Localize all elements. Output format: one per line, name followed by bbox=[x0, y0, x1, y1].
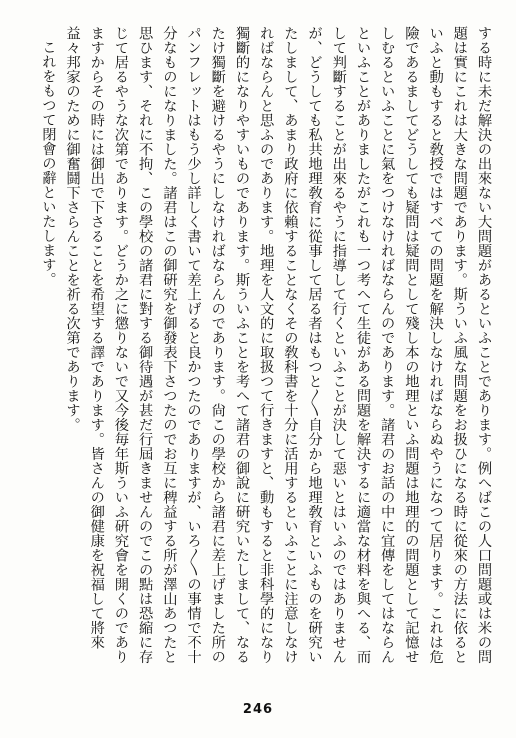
paragraph-main: する時に未だ解決の出來ない大問題があるといふことであります。例へばこの人口問題或は米の問題は實にこれは大きな問題であります。斯ういふ風な問題をお扱ひになる時に從來の方法に依るといふと動もすると敎授ではすべての問題を解決しなければならぬやうになつて居ります。これは危險であるましてどうしても疑問は疑問として殘し本の地理といふ問題は地理的の問題として記憶せしむるといふことに氣をつけなければならんのであります。諸君のお話の中に宜傳をしてはならんといふことがありましたがこれも一つ考へて生徒がある問題を解決するに適當な材料を與へる、而して判斷することが出來るやうに指導して行くといふことが決して惡いとはいふのではありませんが、どうしても私共地理敎育に從事して居る者はもつと〳〵自分から地理敎育といふものを硏究いたしまして、あまり政府に依賴することなくその敎科書を十分に活用するといふことに注意しなければならんと思ふのであります。地理を人文的に取扱つて行きますと、動もすると非科學的になり獨斷的になりやすいものであります。斯ういふことを考へて諸君の御說に硏究いたしまして、なるたけ獨斷を避けるやうにしなければならんのであります。尙この學校から諸君に差上げました所のパンフレットはもう少し詳しく書いて差上げると良かつたのでありますが、いろ〳〵の事情で不十分なものになりました。諸君はこの御硏究を御發表下さつたのでお互に稗益する所が澤山あつたと思ひます、それに不拘、この學校の諸君に對する御待遇が甚だ行屆きませんのでこの點は恐縮に存じて居るやうな次第であります。どうか之に懲りないで又今後毎年斯ういふ硏究會を開くのでありますからその時には御出で下さることを希望する譯であります。皆さんの御健康を祝福して將來益々邦家のために御奮鬪下さらんことを祈る次第であります。 bbox=[64, 26, 492, 664]
paragraph-closing: これをもつて閉會の辭といたします。 bbox=[40, 40, 57, 287]
body-text bbox=[6, 26, 496, 666]
page-number: 246 bbox=[242, 702, 274, 717]
